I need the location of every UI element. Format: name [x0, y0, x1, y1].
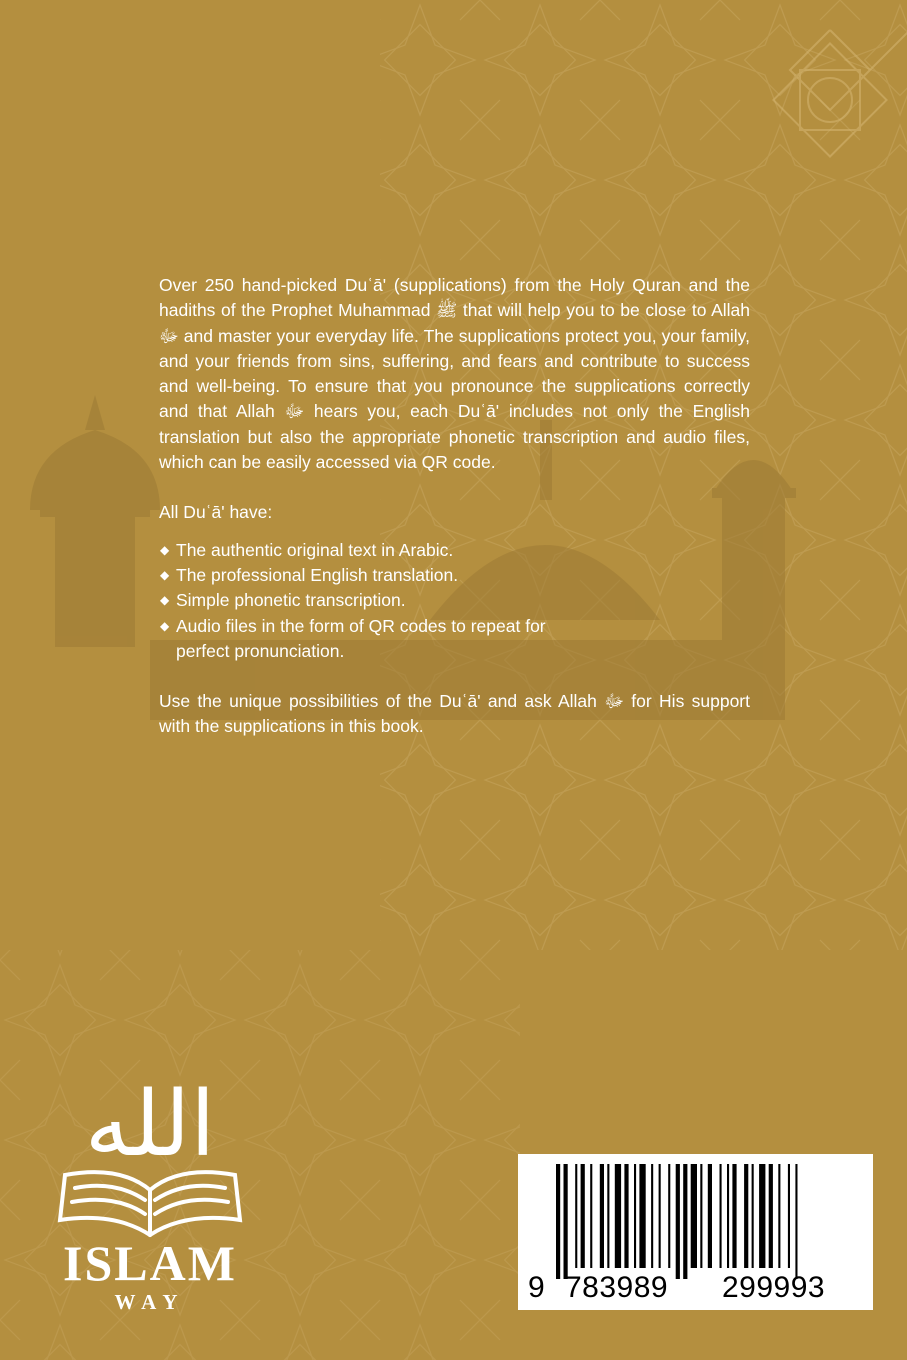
- barcode-bar: [600, 1164, 604, 1268]
- isbn-group-left: 783989: [565, 1271, 669, 1304]
- barcode-bar: [615, 1164, 621, 1268]
- barcode-bar: [708, 1164, 712, 1268]
- barcode-bar: [720, 1164, 722, 1268]
- barcode-bar: [564, 1164, 568, 1279]
- list-item: ◆ The authentic original text in Arabic.: [159, 538, 750, 563]
- isbn-group-right: 299993: [722, 1271, 826, 1304]
- barcode-bar: [683, 1164, 687, 1279]
- barcode-bar: [795, 1164, 797, 1279]
- barcode-bar: [778, 1164, 780, 1268]
- publisher-logo: [50, 1040, 250, 1320]
- publisher-subtitle: WAY: [114, 1290, 186, 1314]
- barcode-bar: [744, 1164, 748, 1268]
- barcode-bar: [624, 1164, 628, 1268]
- barcode-bar: [700, 1164, 702, 1268]
- barcode-bar: [634, 1164, 636, 1268]
- barcode-bar: [769, 1164, 773, 1268]
- barcode-bar: [639, 1164, 645, 1268]
- closing-paragraph: Use the unique possibilities of the Duʿā' and ask Allah ﷻ for His support with the supplications in this book.: [159, 691, 750, 737]
- barcode-bar: [727, 1164, 729, 1268]
- isbn-number: [518, 1270, 873, 1306]
- barcode-bar: [691, 1164, 697, 1268]
- barcode-bar: [788, 1164, 790, 1268]
- barcode-bar: [759, 1164, 765, 1268]
- barcode-bar: [575, 1164, 577, 1268]
- list-item: ◆ Simple phonetic transcription.: [159, 588, 750, 613]
- barcode-bar: [752, 1164, 754, 1268]
- barcode-bar: [556, 1164, 560, 1279]
- description-block: [159, 273, 750, 740]
- diamond-bullet-icon: ◆: [160, 567, 170, 582]
- barcode-bar: [607, 1164, 609, 1268]
- list-item: ◆ The professional English translation.: [159, 563, 750, 588]
- description-paragraph: Over 250 hand-picked Duʿā' (supplications) from the Holy Quran and the hadiths of the Prophet Muhammad ﷺ that will help you to be close to Allah ﷻ and master your everyday life. The supplications protect you, your family, and your friends from sins, suffering, and fears and contribute to success and well-being. To ensure that you pronounce the supplications correctly and that Allah ﷻ hears you, each Duʿā' includes not only the English translation but also the appropriate phonetic transcription and audio files, which can be easily accessed via QR code.: [159, 275, 750, 473]
- publisher-name: ISLAM: [63, 1235, 237, 1291]
- barcode-bar: [676, 1164, 680, 1279]
- diamond-bullet-icon: ◆: [160, 618, 170, 633]
- barcode-bar: [668, 1164, 670, 1268]
- features-list: [159, 538, 750, 664]
- barcode-bar: [590, 1164, 592, 1268]
- barcode-bar: [581, 1164, 585, 1268]
- isbn-barcode: [518, 1154, 873, 1310]
- arabic-calligraphy: الله: [84, 1072, 216, 1177]
- barcode-bar: [651, 1164, 653, 1268]
- isbn-lead-digit: 9: [528, 1271, 545, 1304]
- barcode-bar: [659, 1164, 661, 1268]
- features-intro: All Duʿā' have:: [159, 502, 273, 523]
- list-item: ◆ Audio files in the form of QR codes to repeat for perfect pronunciation.: [160, 615, 546, 661]
- diamond-bullet-icon: ◆: [160, 542, 170, 557]
- barcode-bar: [732, 1164, 736, 1268]
- diamond-bullet-icon: ◆: [160, 593, 170, 608]
- open-book-icon: [50, 1040, 250, 1240]
